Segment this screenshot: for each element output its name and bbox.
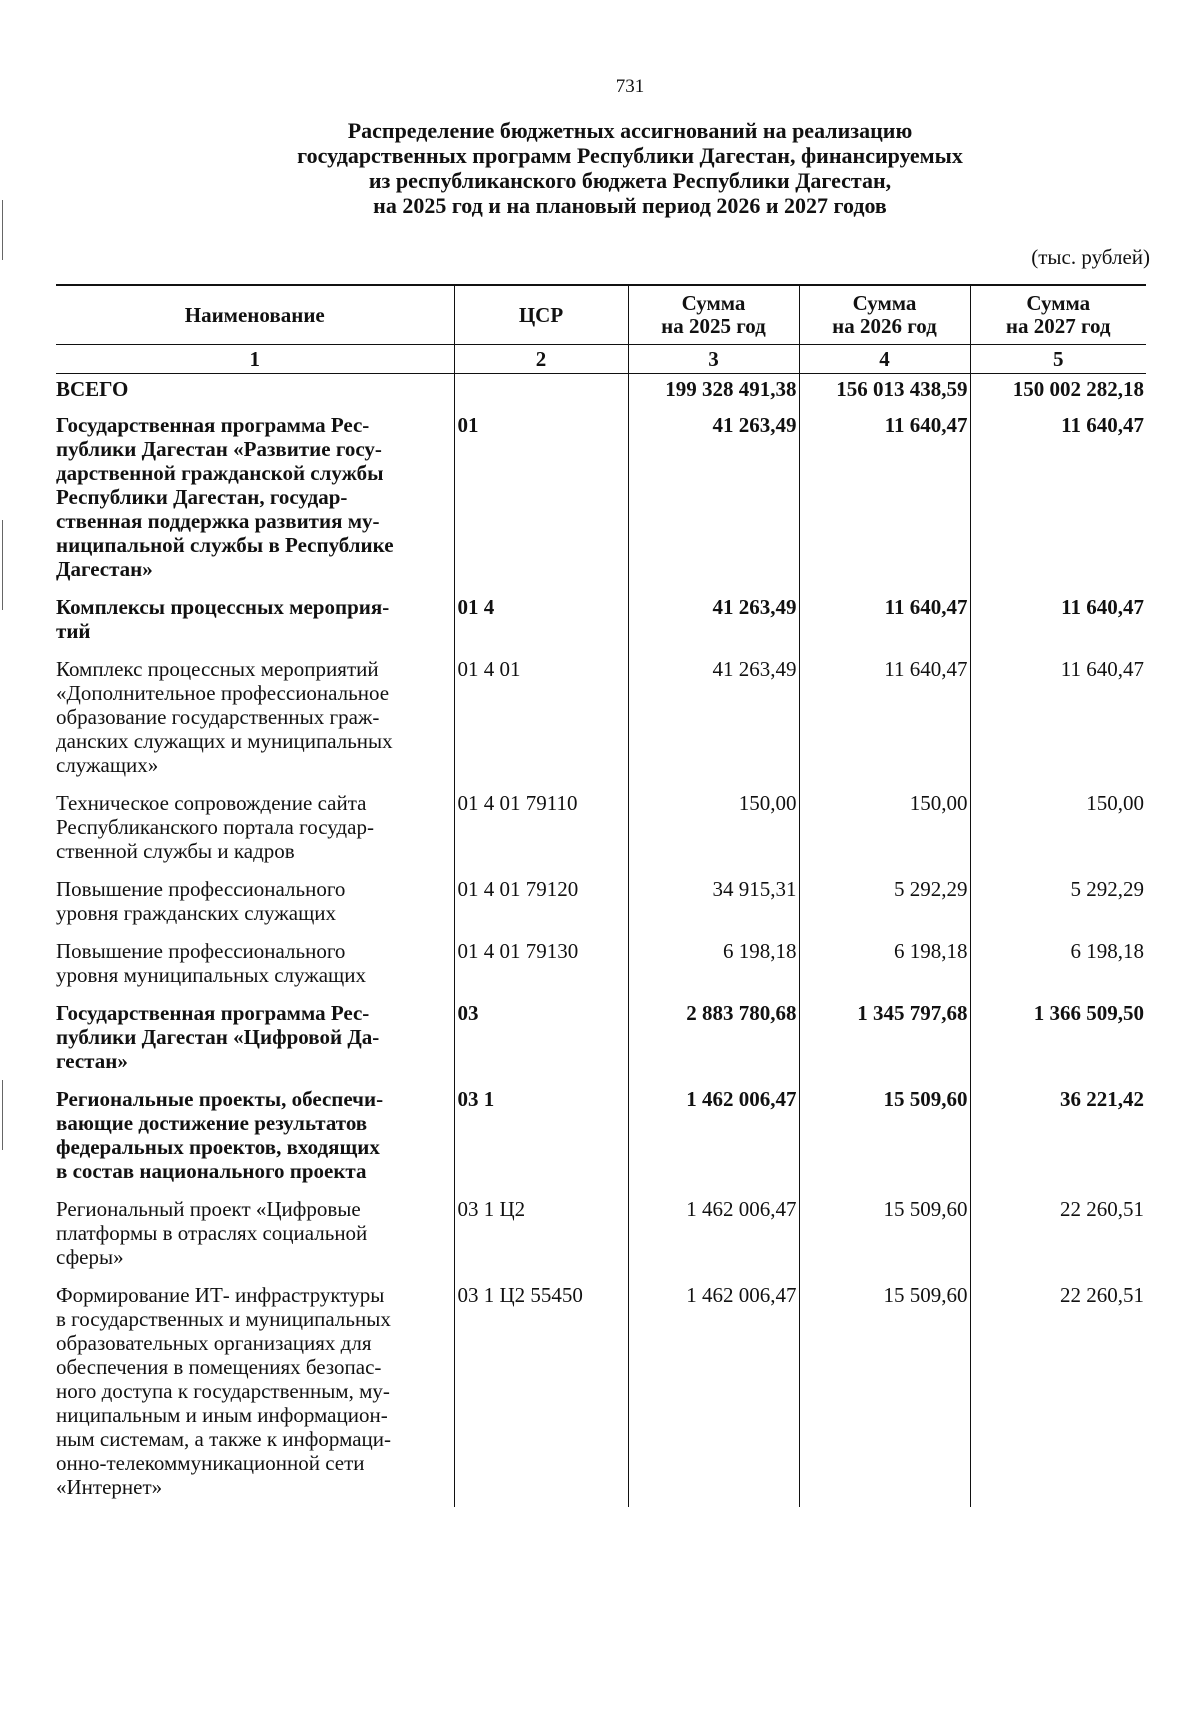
row-sum-2026: 15 509,60 bbox=[799, 1081, 970, 1191]
table-row bbox=[56, 785, 1146, 871]
row-sum-2027: 150 002 282,18 bbox=[970, 374, 1146, 408]
title-line: государственных программ Республики Дагестан, финансируемых bbox=[297, 143, 963, 168]
table-row bbox=[56, 589, 1146, 651]
row-sum-2027: 36 221,42 bbox=[970, 1081, 1146, 1191]
row-sum-2025: 6 198,18 bbox=[628, 933, 799, 995]
row-name: Государственная программа Рес- публики Дагестан «Цифровой Да- гестан» bbox=[56, 1001, 380, 1073]
row-name: ВСЕГО bbox=[56, 377, 129, 401]
row-sum-2027: 22 260,51 bbox=[970, 1277, 1146, 1507]
row-sum-2026: 11 640,47 bbox=[799, 651, 970, 785]
table-row bbox=[56, 1277, 1146, 1507]
row-code: 03 bbox=[454, 995, 628, 1081]
row-sum-2025: 41 263,49 bbox=[628, 407, 799, 589]
header-sum-2025 bbox=[628, 285, 799, 345]
scan-margin-mark bbox=[2, 520, 3, 610]
title-line: на 2025 год и на плановый период 2026 и 2027 годов bbox=[373, 193, 887, 218]
scan-margin-mark bbox=[2, 1080, 3, 1150]
row-name: Региональный проект «Цифровые платформы в отраслях социальной сферы» bbox=[56, 1197, 368, 1269]
header-code: ЦСР bbox=[454, 285, 628, 345]
row-sum-2025: 1 462 006,47 bbox=[628, 1191, 799, 1277]
column-number: 2 bbox=[454, 345, 628, 374]
row-sum-2026: 1 345 797,68 bbox=[799, 995, 970, 1081]
row-name: Комплекс процессных мероприятий «Дополнительное профессиональное образование государственных граж- данских служащих и муниципальных служащих» bbox=[56, 657, 393, 777]
column-number: 3 bbox=[628, 345, 799, 374]
table-row bbox=[56, 1191, 1146, 1277]
header-line: Сумма bbox=[1026, 291, 1091, 315]
column-number-row bbox=[56, 345, 1146, 374]
row-sum-2025: 199 328 491,38 bbox=[628, 374, 799, 408]
row-code: 01 4 01 79110 bbox=[454, 785, 628, 871]
column-number: 4 bbox=[799, 345, 970, 374]
table-row bbox=[56, 651, 1146, 785]
row-name: Региональные проекты, обеспечи- вающие достижение результатов федеральных проектов, входящих в состав национального проекта bbox=[56, 1087, 384, 1183]
row-name: Повышение профессионального уровня гражданских служащих bbox=[56, 877, 346, 925]
row-code: 03 1 Ц2 bbox=[454, 1191, 628, 1277]
row-sum-2026: 5 292,29 bbox=[799, 871, 970, 933]
document-title bbox=[90, 118, 1170, 218]
column-number: 5 bbox=[970, 345, 1146, 374]
row-sum-2025: 2 883 780,68 bbox=[628, 995, 799, 1081]
row-sum-2025: 150,00 bbox=[628, 785, 799, 871]
header-sum-2026 bbox=[799, 285, 970, 345]
row-sum-2025: 34 915,31 bbox=[628, 871, 799, 933]
table-row bbox=[56, 995, 1146, 1081]
row-code: 03 1 Ц2 55450 bbox=[454, 1277, 628, 1507]
scan-margin-mark bbox=[2, 200, 3, 260]
page-number: 731 bbox=[615, 76, 645, 97]
row-sum-2025: 41 263,49 bbox=[628, 589, 799, 651]
header-line: Сумма bbox=[681, 291, 746, 315]
row-sum-2026: 15 509,60 bbox=[799, 1277, 970, 1507]
row-sum-2025: 41 263,49 bbox=[628, 651, 799, 785]
row-sum-2026: 15 509,60 bbox=[799, 1191, 970, 1277]
table-row bbox=[56, 933, 1146, 995]
row-sum-2025: 1 462 006,47 bbox=[628, 1277, 799, 1507]
table-row bbox=[56, 374, 1146, 408]
units-label: (тыс. рублей) bbox=[1031, 245, 1150, 269]
row-name: Техническое сопровождение сайта Республиканского портала государ- ственной службы и кадров bbox=[56, 791, 374, 863]
row-sum-2027: 22 260,51 bbox=[970, 1191, 1146, 1277]
header-row bbox=[56, 285, 1146, 345]
column-number: 1 bbox=[56, 345, 454, 374]
budget-table bbox=[56, 284, 1146, 1507]
row-code: 01 bbox=[454, 407, 628, 589]
row-name: Формирование ИТ- инфраструктуры в государственных и муниципальных образовательных организациях для обеспечения в помещениях безопас- ного доступа к государственным, му- ниципальным и иным информацион- ным системам, а также к информаци- онно-телекоммуникационной сети «Интернет» bbox=[56, 1283, 392, 1499]
row-sum-2027: 11 640,47 bbox=[970, 589, 1146, 651]
row-sum-2026: 11 640,47 bbox=[799, 589, 970, 651]
row-sum-2026: 11 640,47 bbox=[799, 407, 970, 589]
row-sum-2027: 5 292,29 bbox=[970, 871, 1146, 933]
header-line: на 2027 год bbox=[1005, 314, 1111, 338]
row-sum-2026: 6 198,18 bbox=[799, 933, 970, 995]
row-code: 01 4 01 bbox=[454, 651, 628, 785]
row-sum-2027: 6 198,18 bbox=[970, 933, 1146, 995]
table-row bbox=[56, 871, 1146, 933]
row-name: Повышение профессионального уровня муниципальных служащих bbox=[56, 939, 366, 987]
row-sum-2027: 150,00 bbox=[970, 785, 1146, 871]
row-code: 01 4 01 79120 bbox=[454, 871, 628, 933]
row-sum-2027: 11 640,47 bbox=[970, 407, 1146, 589]
row-code: 01 4 01 79130 bbox=[454, 933, 628, 995]
row-name: Комплексы процессных мероприя- тий bbox=[56, 595, 390, 643]
row-sum-2026: 156 013 438,59 bbox=[799, 374, 970, 408]
header-line: на 2026 год bbox=[832, 314, 937, 338]
header-line: на 2025 год bbox=[661, 314, 766, 338]
row-sum-2027: 11 640,47 bbox=[970, 651, 1146, 785]
header-line: Сумма bbox=[852, 291, 917, 315]
row-sum-2027: 1 366 509,50 bbox=[970, 995, 1146, 1081]
row-name: Государственная программа Рес- публики Дагестан «Развитие госу- дарственной гражданской службы Республики Дагестан, государ- ственная поддержка развития му- ниципальной службы в Республике Дагестан» bbox=[56, 413, 394, 581]
table-row bbox=[56, 407, 1146, 589]
table-row bbox=[56, 1081, 1146, 1191]
header-name: Наименование bbox=[56, 285, 454, 345]
header-sum-2027 bbox=[970, 285, 1146, 345]
row-sum-2026: 150,00 bbox=[799, 785, 970, 871]
row-code: 01 4 bbox=[454, 589, 628, 651]
row-sum-2025: 1 462 006,47 bbox=[628, 1081, 799, 1191]
title-line: из республиканского бюджета Республики Дагестан, bbox=[368, 168, 892, 193]
row-code: 03 1 bbox=[454, 1081, 628, 1191]
row-code bbox=[454, 374, 628, 408]
title-line: Распределение бюджетных ассигнований на реализацию bbox=[347, 118, 913, 143]
